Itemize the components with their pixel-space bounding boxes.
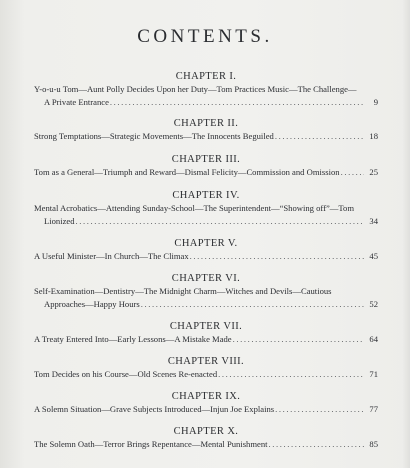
chapter-summary-text: The Solemn Oath—Terror Brings Repentance—Mental Punishment [34, 439, 268, 449]
toc-entry [34, 237, 378, 263]
chapter-summary [34, 130, 378, 143]
dot-leader [141, 298, 364, 311]
page-number: 71 [369, 369, 378, 379]
chapter-summary-line: Y-o-u-u Tom—Aunt Polly Decides Upon her Duty—Tom Practices Music—The Challenge— [34, 84, 357, 94]
toc-entry [34, 390, 378, 416]
chapter-summary-last-line [34, 130, 378, 143]
chapter-summary-text: A Private Entrance [44, 97, 109, 107]
chapter-label: CHAPTER VII. [169, 321, 243, 332]
chapter-summary-last-line [34, 166, 378, 179]
chapter-label: CHAPTER IV. [172, 190, 240, 201]
chapter-summary-line: Mental Acrobatics—Attending Sunday-School—The Superintendent—“Showing off”—Tom [34, 203, 355, 213]
dot-leader [269, 438, 364, 451]
chapter-summary-text: A Treaty Entered Into—Early Lessons—A Mistake Made [34, 334, 232, 344]
page-number: 64 [369, 334, 378, 344]
page-number: 25 [369, 167, 378, 177]
chapter-summary [34, 83, 378, 109]
chapter-summary-last-line [34, 403, 378, 416]
chapter-summary-last-line [34, 298, 378, 311]
dot-leader [341, 166, 364, 179]
chapter-summary-last-line [34, 333, 378, 346]
page-title: CONTENTS. [137, 26, 273, 47]
chapter-label: CHAPTER X. [173, 426, 239, 437]
page-edge-shadow [402, 0, 410, 468]
page-number: 34 [369, 216, 378, 226]
dot-leader [275, 130, 364, 143]
chapter-label: CHAPTER I. [175, 71, 237, 82]
toc-entry [34, 153, 378, 179]
chapter-summary-last-line [34, 438, 378, 451]
chapter-summary [34, 250, 378, 263]
chapter-summary [34, 285, 378, 311]
chapter-summary-last-line [34, 96, 378, 109]
toc-entry [34, 425, 378, 451]
chapter-summary-line: Self-Examination—Dentistry—The Midnight Charm—Witches and Devils—Cautious [34, 286, 332, 296]
chapter-summary-text: Lionized [44, 216, 75, 226]
toc-entry [34, 189, 378, 228]
page-number: 85 [369, 439, 378, 449]
chapter-summary [34, 403, 378, 416]
chapter-summary-last-line [34, 368, 378, 381]
chapter-summary-text: A Solemn Situation—Grave Subjects Introduced—Injun Joe Explains [34, 404, 275, 414]
page-number: 52 [369, 299, 378, 309]
page-number: 9 [373, 97, 378, 107]
toc-entry [34, 70, 378, 109]
toc-entry [34, 355, 378, 381]
page-number: 77 [369, 404, 378, 414]
chapter-label: CHAPTER II. [173, 118, 239, 129]
dot-leader [218, 368, 364, 381]
chapter-summary [34, 333, 378, 346]
chapter-label: CHAPTER VIII. [167, 356, 245, 367]
chapter-label: CHAPTER VI. [171, 273, 241, 284]
dot-leader [233, 333, 364, 346]
toc-entry [34, 272, 378, 311]
chapter-summary-text: Approaches—Happy Hours [44, 299, 140, 309]
chapter-summary [34, 438, 378, 451]
toc-entry [34, 117, 378, 143]
page-number: 18 [369, 131, 378, 141]
page-number: 45 [369, 251, 378, 261]
chapter-summary-last-line [34, 215, 378, 228]
dot-leader [110, 96, 364, 109]
chapter-summary-text: Strong Temptations—Strategic Movements—The Innocents Beguiled [34, 131, 274, 141]
chapter-summary-text: A Useful Minister—In Church—The Climax [34, 251, 189, 261]
chapter-label: CHAPTER III. [171, 154, 241, 165]
dot-leader [190, 250, 364, 263]
chapter-label: CHAPTER IX. [171, 391, 241, 402]
chapter-summary [34, 166, 378, 179]
chapter-summary [34, 202, 378, 228]
dot-leader [76, 215, 364, 228]
table-of-contents [34, 70, 378, 451]
chapter-summary-text: Tom as a General—Triumph and Reward—Dismal Felicity—Commission and Omission [34, 167, 340, 177]
toc-entry [34, 320, 378, 346]
dot-leader [275, 403, 364, 416]
chapter-summary [34, 368, 378, 381]
chapter-summary-last-line [34, 250, 378, 263]
chapter-label: CHAPTER V. [174, 238, 238, 249]
chapter-summary-text: Tom Decides on his Course—Old Scenes Re-enacted [34, 369, 218, 379]
